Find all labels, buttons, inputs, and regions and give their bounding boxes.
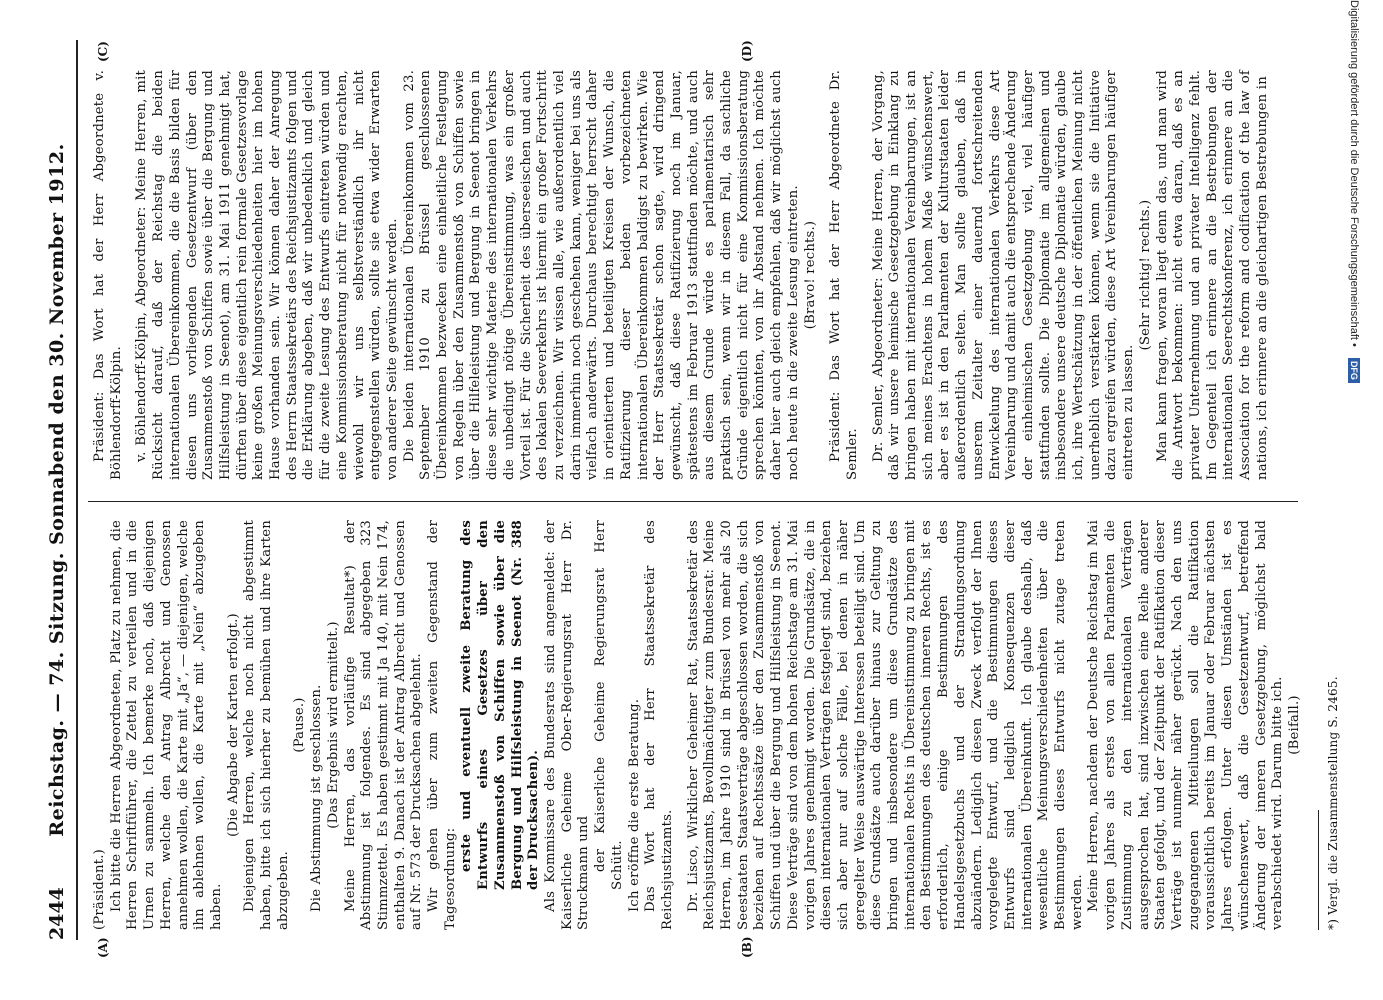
stage-direction: (Das Ergebnis wird ermittelt.) [325,621,341,829]
header-rule [76,40,78,940]
page-header [40,40,74,940]
paragraph: Meine Herren, das vorläufige Resultat*) der Abstimmung ist folgendes. Es sind abgegeben 323 Stimmzettel. Es haben gestimmt mit Ja 140, mit Nein 174, enthalten 9. Danach ist der Antrag Albrecht und Genossen auf Nr. 573 der Drucksachen abgelehnt. [342,520,425,930]
digitization-note [1340,0,1360,1000]
digitization-text: Digitalisierung gefördert durch die Deutsche Forschungsgemeinschaft • [1348,0,1360,347]
paragraph: Ich bitte die Herren Abgeordneten, Platz zu nehmen, die Herren Schriftführer, die Zettel zu verteilen und in die Urnen zu sammeln. Ich bemerke noch, daß diejenigen Herren, welche den Antrag Albrecht und Genossen annehmen wollen, die Karte mit „Ja“, — diejenigen, welche ihn ablehnen wollen, die Karte mit „Nein“ abzugeben haben. [108,520,224,930]
stage-direction: (Die Abgabe der Karten erfolgt.) [225,613,241,837]
stage-direction: (Beifall.) [1286,695,1302,755]
paragraph: Als Kommissare des Bundesrats sind angemeldet: der Kaiserliche Geheime Ober-Regierungsrat Herr Dr. Struckmann und [542,520,592,930]
paragraph: Ich eröffne die erste Beratung. [626,698,642,912]
margin-mark-b: (B) [740,936,754,958]
paragraph: der Kaiserliche Geheime Regierungsrat Herr Schütt. [593,520,625,890]
footnote-rule [1318,810,1319,930]
speech-semler: Dr. Semler, Abgeordneter: Meine Herren, der Vorgang, daß wir unsere heimische Gesetzgebung in Einklang zu bringen haben mit internationalen Vereinbarungen, ist an sich meines Erachtens in hohem Maße wünschenswert, aber es ist in den Parlamenten der Kulturstaaten leider außerordentlich selten. Man sollte glauben, daß in unserem Zeitalter einer dauernd fortschreitenden Entwickelung des internationalen Verkehrs diese Art Vereinbarung und damit auch die entsprechende Änderung der einheimischen Gesetzgebung viel, viel häufiger stattfinden sollte. Die Diplomatie im allgemeinen und insbesondere unsere deutsche Diplomatie würden, glaube ich, ihre Wertschätzung in der öffentlichen Meinung nicht unerheblich verstärken können, wenn sie die Initiative dazu ergreifen würden, diese Art Vereinbarungen häufiger eintreten zu lassen. [870,70,1137,480]
agenda-item: erste und eventuell zweite Beratung des Entwurfs eines Gesetzes über den Zusammenstoß von Schiffen sowie über die Bergung und Hilfsleistung in Seenot (Nr. 388 der Drucksachen). [459,520,542,890]
column-divider [88,501,1298,502]
page-number: 2444 [46,887,68,940]
paragraph: Die Abstimmung ist geschlossen. [309,684,325,912]
paragraph: Wir gehen über zum zweiten Gegenstand der Tagesordnung: [426,520,458,930]
paragraph: Man kann fragen, woran liegt denn das, und man wird die Antwort bekommen: nicht etwa daran, daß es an privater Unternehmung und an privater Intelligenz fehlt. Im Gegenteil ich erinnere an die Bestrebungen der internationalen Seerechtskonferenz, ich erinnere an die Association for the reform and codification of the law of nations, ich erinnere an die gleichartigen Bestrebungen in [1154,70,1270,480]
stage-direction: (Pause.) [292,697,308,753]
speaker-tag: (Präsident.) [92,849,107,930]
footnote: *) Vergl. die Zusammenstellung S. 2465. [1325,676,1340,930]
paragraph: Präsident: Das Wort hat der Herr Abgeordnete Dr. Semler. [828,70,860,480]
margin-mark-a: (A) [96,937,110,958]
paragraph: Das Wort hat der Herr Staatssekretär des Reichsjustizamts. [643,520,675,930]
speech-lisco: Dr. Lisco, Wirklicher Geheimer Rat, Staatssekretär des Reichsjustizamts, Bevollmächtigter zum Bundesrat: Meine Herren, im Jahre 1910 sind in Brüssel von mehr als 20 Seestaaten Staatsverträge abgeschlossen worden, die sich beziehen auf Rechtssätze über den Zusammenstoß von Schiffen und über die Bergung und Hilfsleistung in Seenot. Diese Verträge sind von dem hohen Reichstage am 31. Mai vorigen Jahres genehmigt worden. Die Grundsätze, die in diesen internationalen Verträgen festgelegt sind, beziehen sich aber nur auf solche Fälle, bei denen in näher geregelter Weise auswärtige Interessen beteiligt sind. Um diese Grundsätze auch darüber hinaus zur Geltung zu bringen und insbesondere um diese Grundsätze des internationalen Rechts in Übereinstimmung zu bringen mit den Bestimmungen des deutschen inneren Rechts, ist es erforderlich, einige Bestimmungen des Handelsgesetzbuchs und der Strandungsordnung abzuändern. Lediglich diesen Zweck verfolgt der Ihnen vorgelegte Entwurf, und die Bestimmungen dieses Entwurfs sind lediglich Konsequenzen dieser internationalen Übereinkunft. Ich glaube deshalb, daß wesentliche Meinungsverschiedenheiten über die Bestimmungen dieses Entwurfs nicht zutage treten werden. [685,520,1085,930]
stage-direction: (Sehr richtig! rechts.) [1137,199,1153,351]
dfg-logo: DFG [1348,358,1360,383]
page-title: Reichstag. — 74. Sitzung. Sonnabend den 30. November 1912. [46,143,68,837]
margin-mark-c: (C) [96,41,110,62]
stage-direction: (Bravo! rechts.) [802,220,818,330]
paragraph: Meine Herren, nachdem der Deutsche Reichstag im Mai vorigen Jahres als erstes von allen Parlamenten die Zustimmung zu den internationalen Verträgen ausgesprochen hat, sind inzwischen eine Reihe anderer Staaten gefolgt, und der Zeitpunkt der Ratifikation dieser Verträge ist nunmehr näher gerückt. Nach den uns zugegangenen Mitteilungen soll die Ratifikation voraussichtlich bereits im Januar oder Februar nächsten Jahres erfolgen. Unter diesen Umständen ist es wünschenswert, daß die Gesetzentwurf, betreffend Änderung der inneren Gesetzgebung, möglichst bald verabschiedet wird. Darum bitte ich. [1086,520,1286,930]
paragraph: Präsident: Das Wort hat der Herr Abgeordnete v. Böhlendorff-Kölpin. [92,70,124,480]
left-column [92,520,1341,930]
right-column [92,70,1272,480]
paragraph: Diejenigen Herren, welche noch nicht abgestimmt haben, bitte ich sich hierher zu bemühen und ihre Karten abzugeben. [242,520,291,930]
margin-mark-d: (D) [740,40,754,62]
paragraph: Die beiden internationalen Übereinkommen vom 23. September 1910 zu Brüssel geschlossenen Übereinkommen bezwecken eine einheitliche Festlegung von Regeln über den Zusammenstoß von Schiffen sowie über die Hilfeleistung und Bergung in Seenot bringen in diese sehr wichtige Materie des internationalen Verkehrs die unbedingt nötige Übereinstimmung, was ein großer Vorteil ist. Für die Sicherheit des überseeischen und auch des lokalen Seeverkehrs ist hiermit ein großer Fortschritt zu verzeichnen. Wir wissen alle, wie außerordentlich viel darin immerhin noch geschehen kann, weniger bei uns als vielfach anderwärts. Durchaus berechtigt herrscht daher in orientierten und beteiligten Kreisen der Wunsch, die Ratifizierung dieser beiden vorbezeichneten internationalen Übereinkommen baldigst zu bewirken. Wie der Herr Staatssekretär schon sagte, wird dringend gewünscht, daß diese Ratifizierung noch im Januar, spätestens im Februar 1913 stattfinden möchte, und auch aus diesem Grunde würde es parlamentarisch sehr praktisch sein, wenn wir in diesem Fall, da sachliche Gründe eigentlich nicht für eine Kommissionsberatung sprechen könnten, von ihr Abstand nehmen. Ich möchte daher hier auch gleich empfehlen, daß wir möglichst auch noch heute in die zweite Lesung eintreten. [401,70,801,480]
speech-boehlendorff: v. Böhlendorff-Kölpin, Abgeordneter: Meine Herren, mit Rücksicht darauf, daß der Reichstag die beiden internationalen Übereinkommen, die die Basis bilden für diesen uns vorliegenden Gesetzentwurf (über den Zusammenstoß von Schiffen sowie über die Bergung und Hilfsleistung in Seenot), am 31. Mai 1911 genehmigt hat, dürften über diese eigentlich rein formale Gesetzesvorlage keine großen Meinungsverschiedenheiten hier im hohen Hause vorhanden sein. Wir können daher der Anregung des Herrn Staatssekretärs des Reichsjustizamts folgen und die Erklärung abgeben, daß wir unbedenklich und gleich für die zweite Lesung des Entwurfs eintreten würden und eine Kommissionsberatung nicht für notwendig erachten, wiewohl wir uns selbstverständlich ihr nicht entgegenstellen würden, sollte sie etwa wider Erwarten von anderer Seite gewünscht werden. [134,70,400,480]
